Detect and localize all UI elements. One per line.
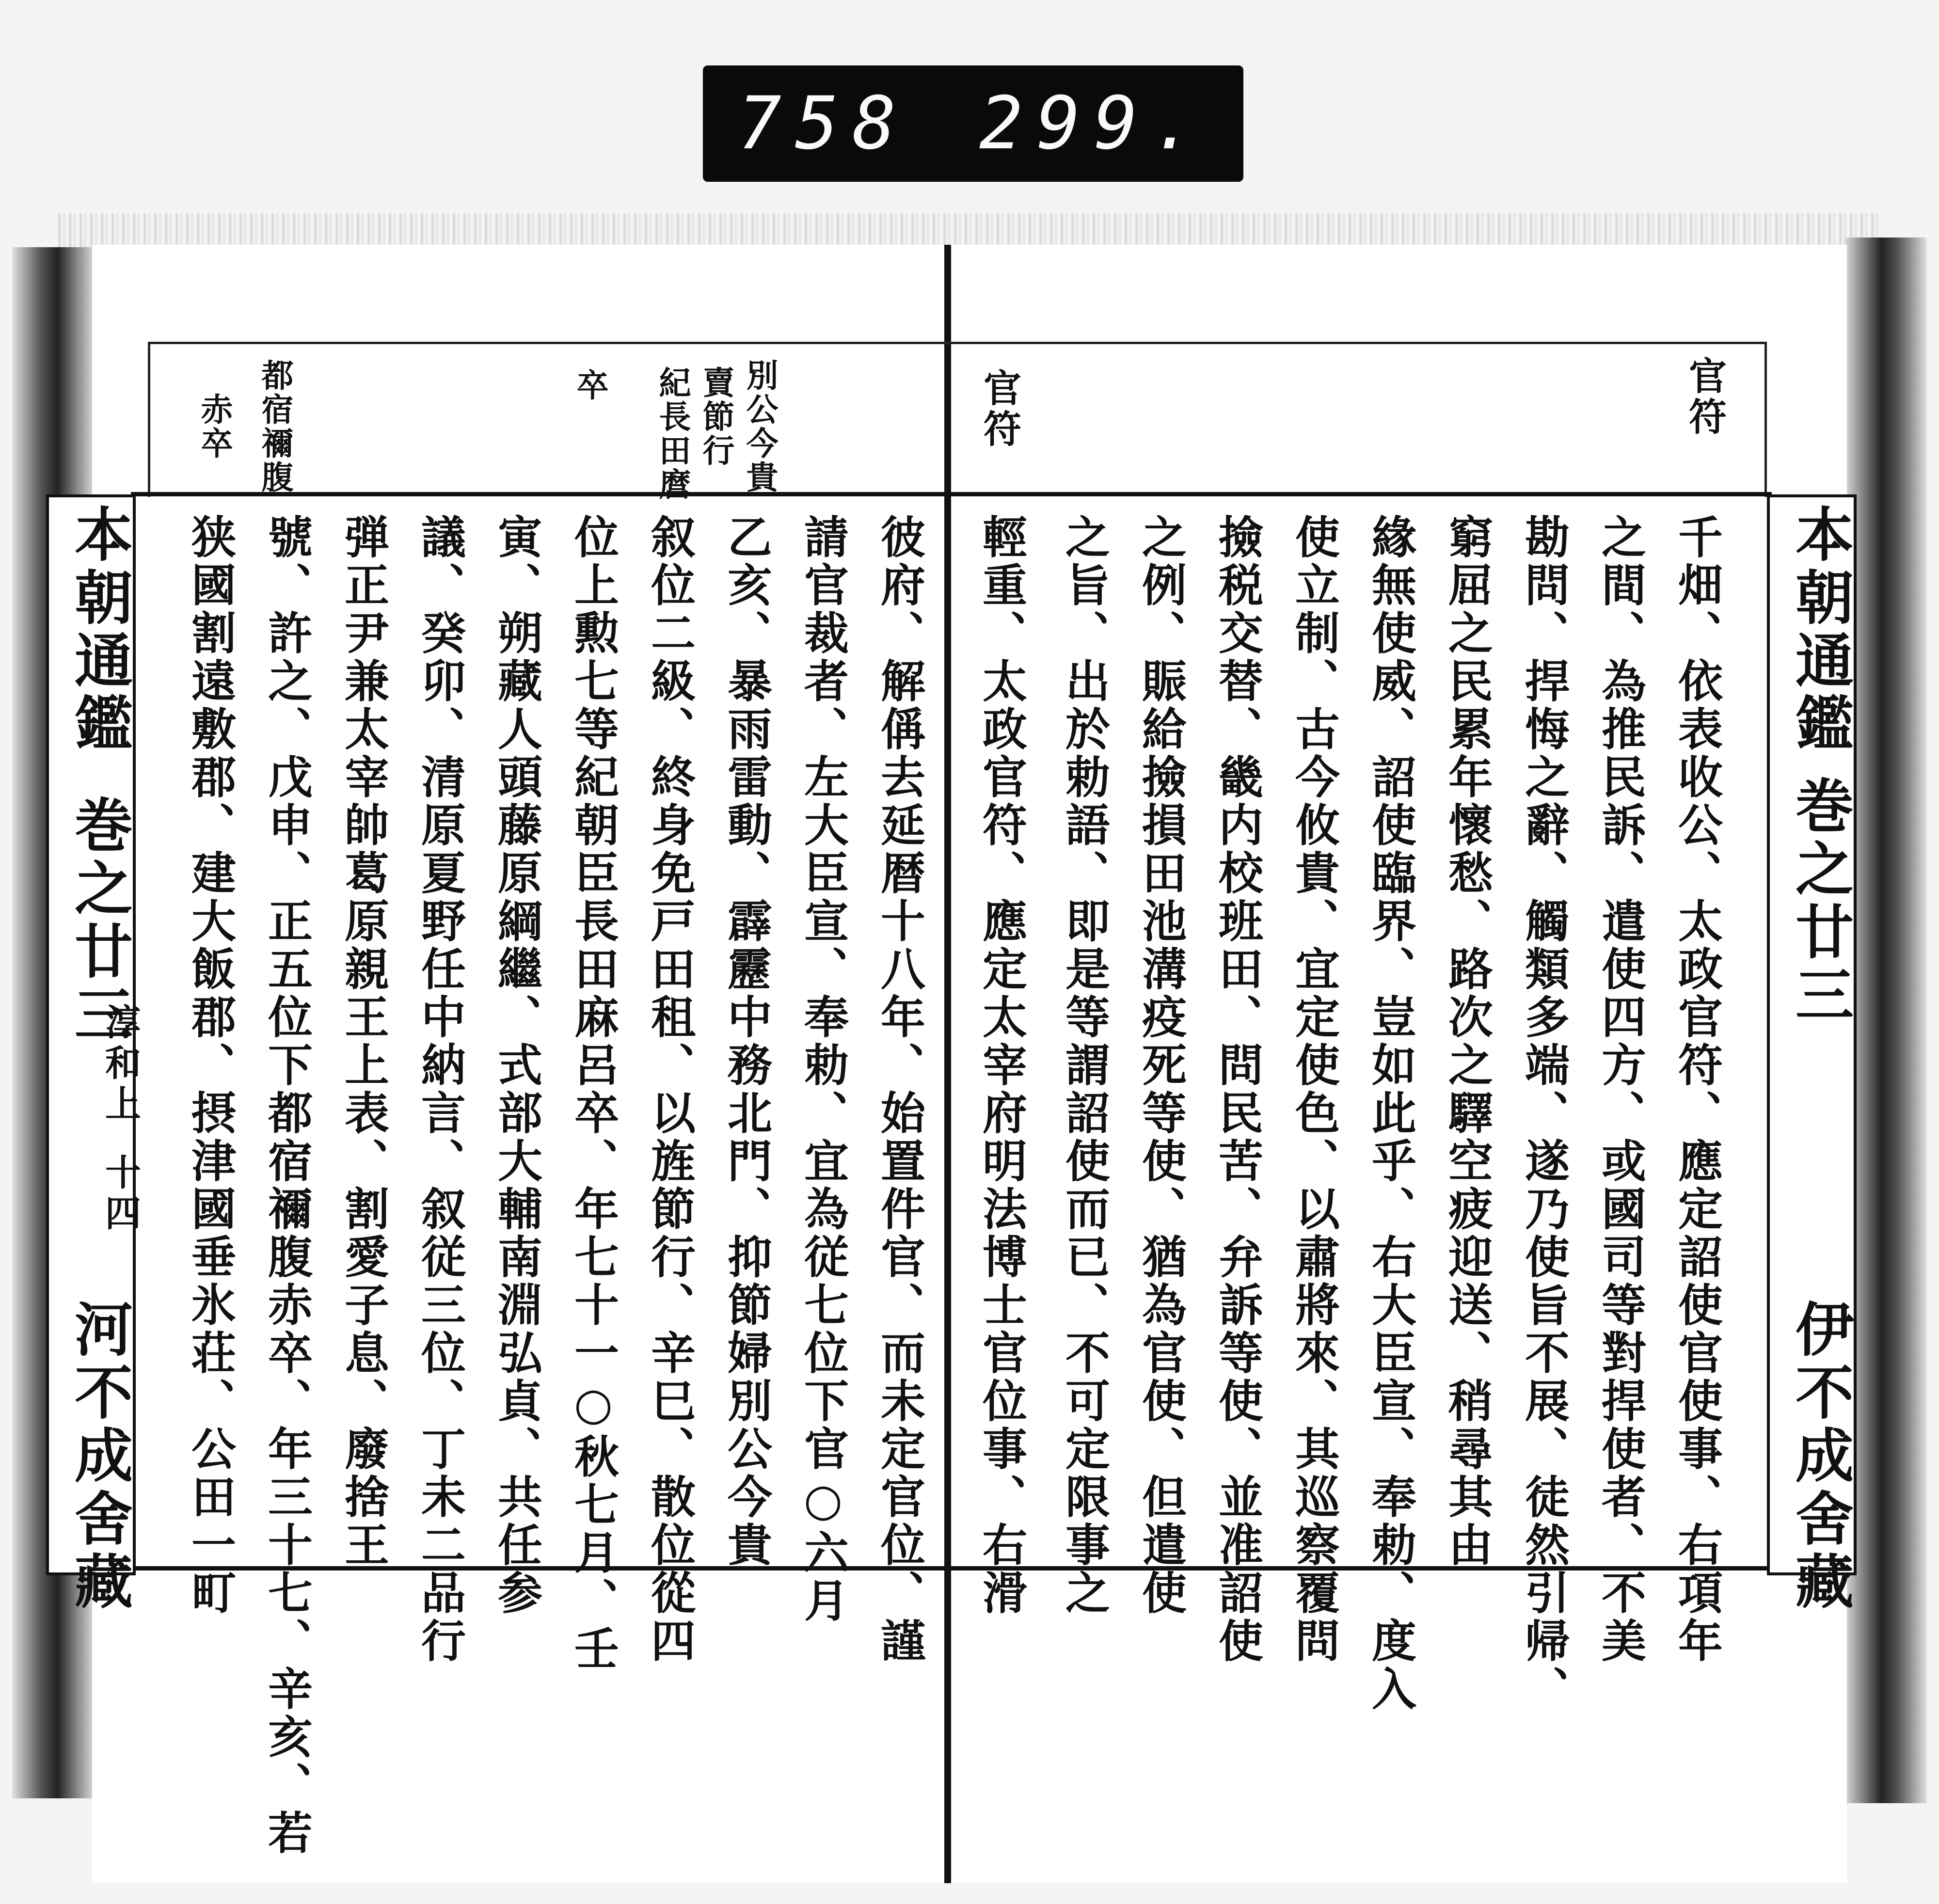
- left-text-column: 請官裁者、左大臣宣、奉勅、宜為従七位下官○六月: [797, 514, 849, 1625]
- right-header-note: 官符: [1683, 356, 1727, 438]
- left-text-column: 叙位二級、終身免戸田租、以旌節行、辛巳、散位從四: [644, 514, 696, 1666]
- right-header-note: 官符: [977, 368, 1021, 450]
- right-text-column: 撿税交替、畿内校班田、問民苦、弁訴等使、並准詔使: [1211, 514, 1264, 1666]
- left-edge-folio: 十四: [99, 1154, 141, 1235]
- right-text-column: 千畑、依表收公、太政官符、應定詔使官使事、右項年: [1671, 514, 1723, 1666]
- left-edge-library: 河不成舍藏: [65, 1299, 133, 1614]
- left-text-column: 寅、朔藏人頭藤原綱繼、式部大輔南淵弘貞、共任参: [491, 514, 543, 1618]
- left-header-note: 赤卒: [195, 393, 233, 460]
- right-text-column: 窮屈之民累年懷愁、路次之驛空疲迎送、稍尋其由: [1441, 514, 1494, 1570]
- catalog-left-number: 758: [737, 81, 910, 166]
- left-header-note: 卒: [571, 368, 609, 402]
- left-text-column: 乙亥、暴雨雷動、霹靂中務北門、抑節婦別公今貴: [720, 514, 773, 1570]
- left-header-note: 別公今貴: [741, 359, 779, 494]
- header-annotation-band: [148, 342, 1767, 497]
- left-edge-volume: 巻之廿三: [65, 795, 133, 1047]
- right-edge-title: 本朝通鑑: [1786, 504, 1854, 756]
- catalog-number-label: [703, 65, 1243, 182]
- left-header-note: 紀長田麿: [653, 366, 691, 502]
- right-edge-library: 伊不成舍藏: [1786, 1299, 1854, 1614]
- left-text-column: 位上勲七等紀朝臣長田麻呂卒、年七十一○秋七月、壬: [567, 514, 620, 1673]
- right-text-column: 勘問、捍悔之辭、觸類多端、遂乃使旨不展、徒然引帰、: [1518, 514, 1570, 1714]
- left-header-note: 都宿禰腹: [256, 359, 294, 494]
- left-text-column: 弾正尹兼太宰帥葛原親王上表、割愛子息、廢捨王: [337, 514, 390, 1570]
- right-text-column: 之旨、出於勅語、即是等謂詔使而已、不可定限事之: [1058, 514, 1111, 1618]
- left-text-column: 號、許之、戊申、正五位下都宿禰腹赤卒、年三十七、辛亥、若: [261, 514, 313, 1857]
- right-text-column: 輕重、太政官符、應定太宰府明法博士官位事、右滑: [975, 514, 1028, 1618]
- catalog-right-number: 299.: [979, 81, 1209, 166]
- left-header-note: 賣節行: [697, 366, 735, 468]
- right-text-column: 使立制、古今攸貴、宜定使色、以肅將來、其巡察覆問: [1288, 514, 1340, 1666]
- right-text-column: 之間、為推民訴、遣使四方、或國司等對捍使者、不美: [1594, 514, 1647, 1666]
- right-text-column: 之例、賑給撿損田池溝疫死等使、猶為官使、但遣使: [1135, 514, 1187, 1618]
- left-text-column: 狭國割遠敷郡、建大飯郡、摂津國垂氷荘、公田一町: [184, 514, 237, 1618]
- left-text-column: 議、癸卯、清原夏野任中納言、叙従三位、丁未二品行: [414, 514, 466, 1666]
- left-text-column: 彼府、解偁去延暦十八年、始置件官、而未定官位、謹: [874, 514, 926, 1666]
- left-edge-title: 本朝通鑑: [65, 504, 133, 756]
- left-edge-reign: 淳和上: [99, 1003, 141, 1126]
- right-text-column: 緣無使威、詔使臨界、豈如此乎、右大臣宣、奉勅、度入: [1365, 514, 1417, 1714]
- right-edge-volume: 巻之廿三: [1786, 776, 1854, 1028]
